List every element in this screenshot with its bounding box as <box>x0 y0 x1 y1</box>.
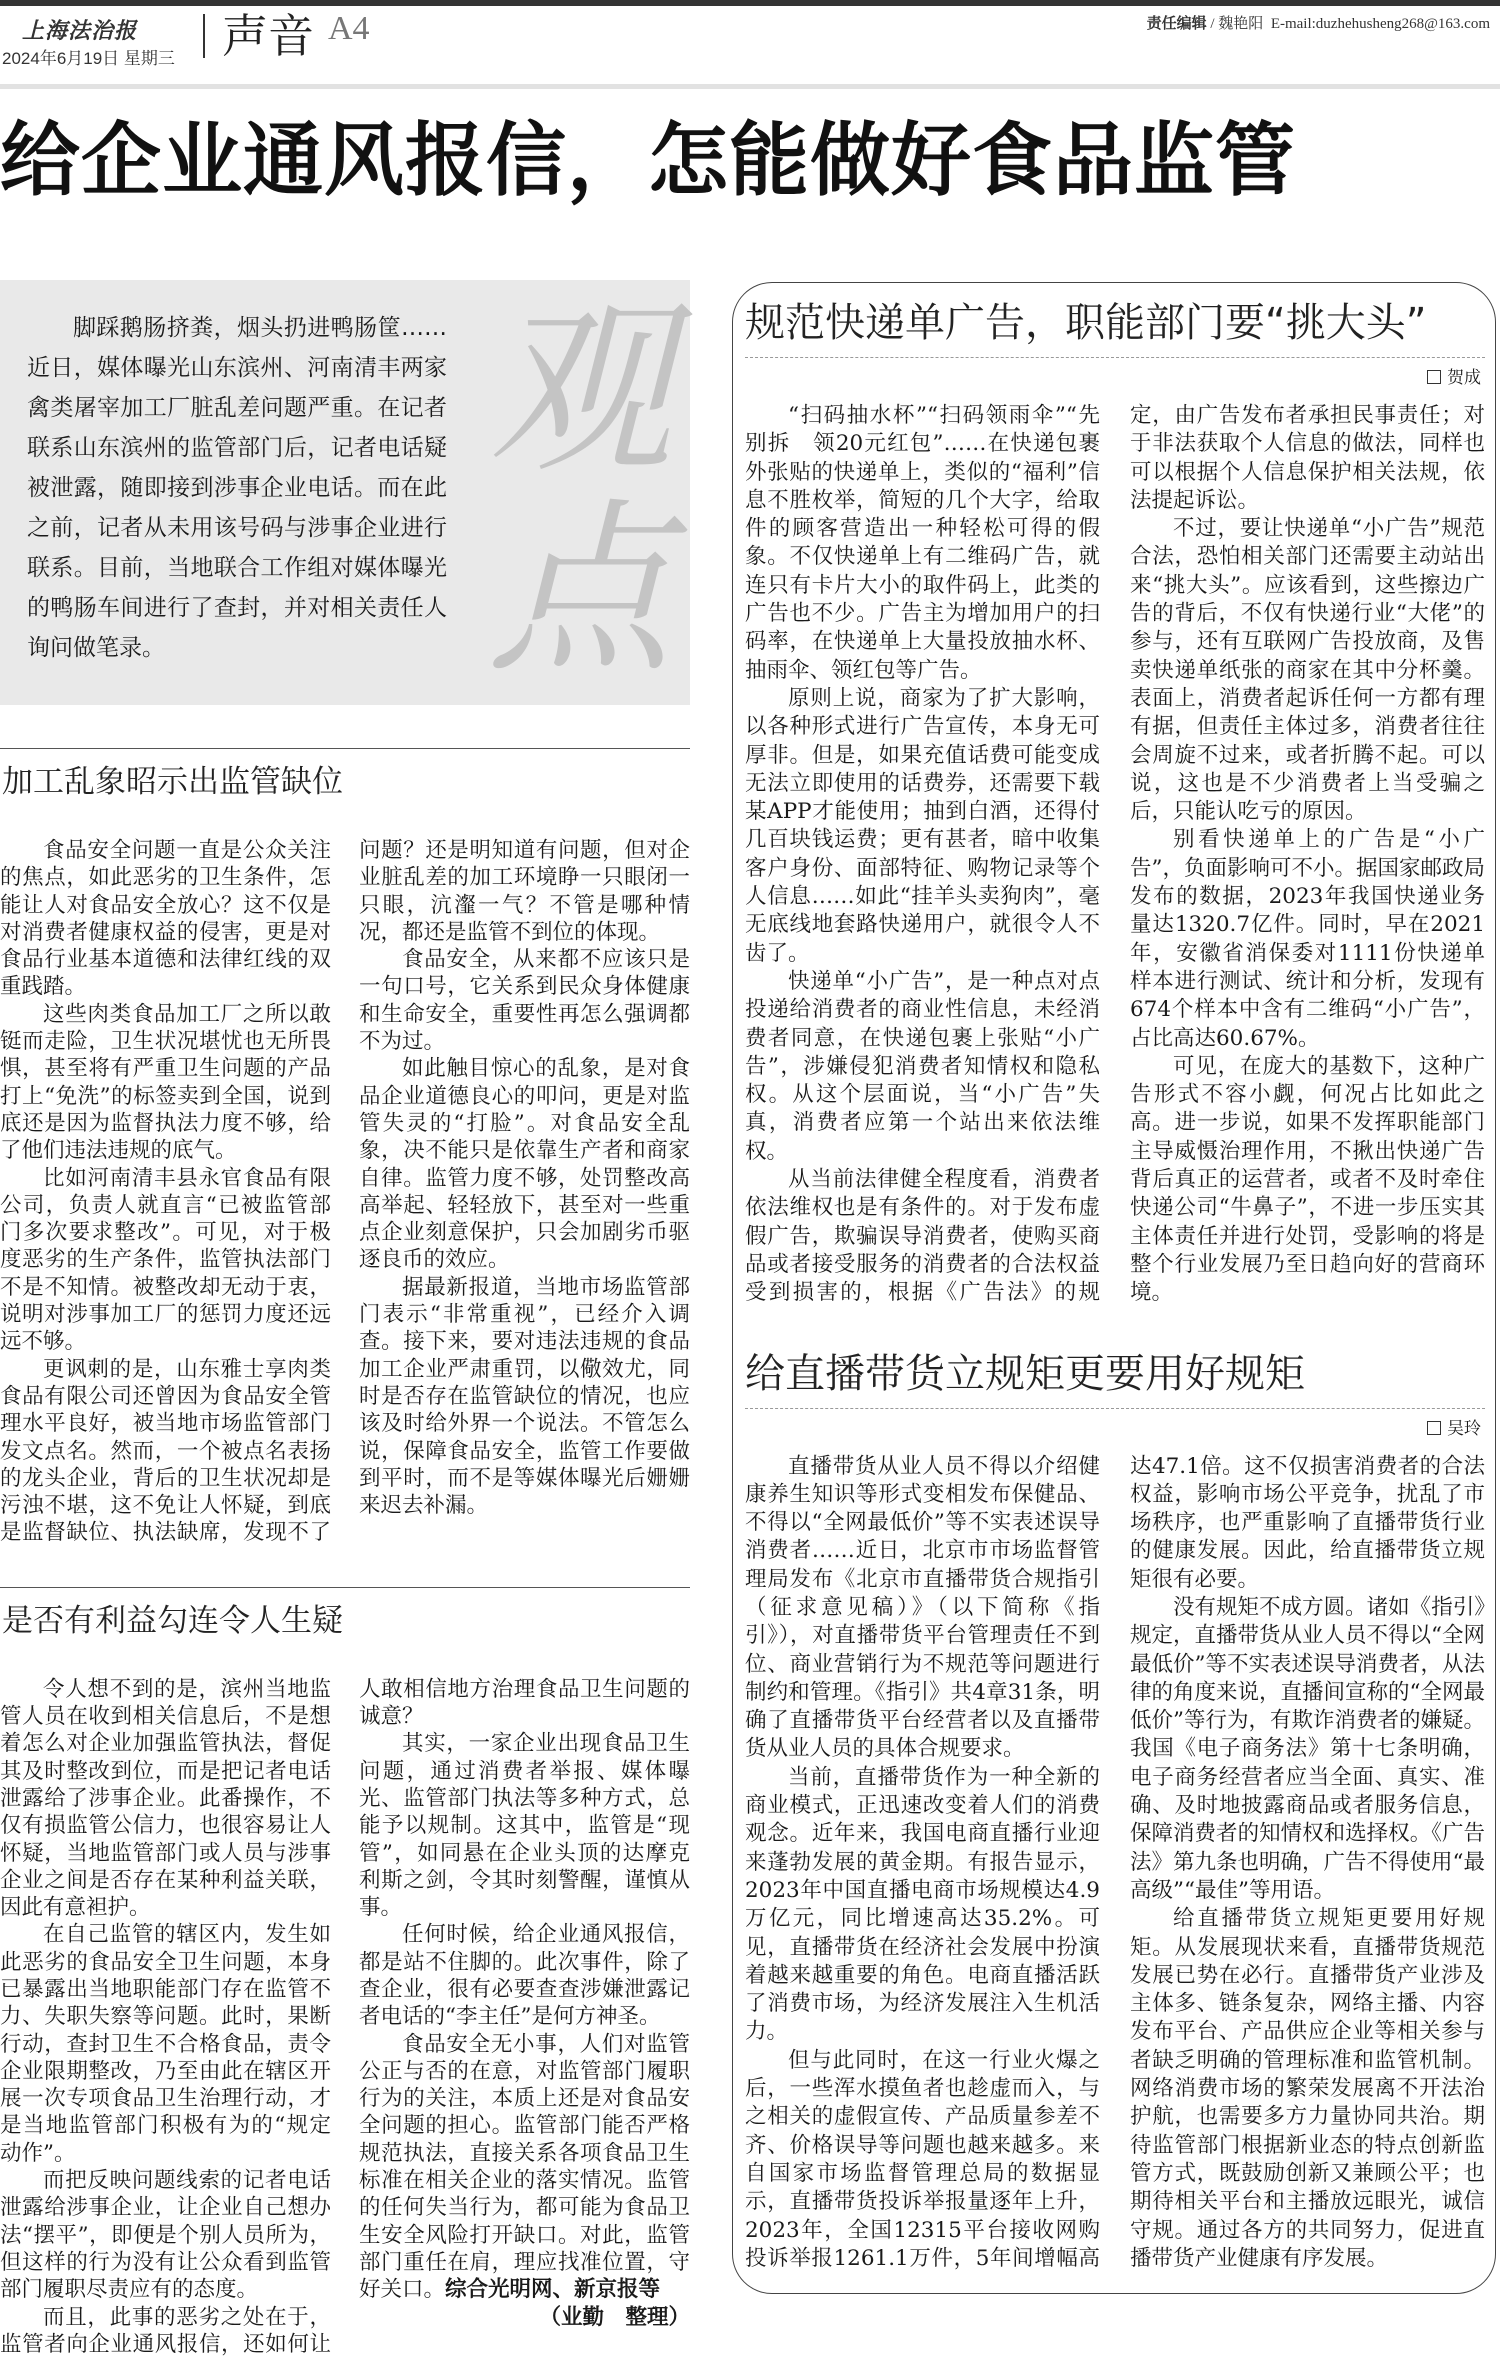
paragraph: 快递单“小广告”，是一种点对点投递给消费者的商业性信息，未经消费者同意，在快递包裹上张贴“小广告”，涉嫌侵犯消费者知情权和隐私权。从这个层面说，当“小广告”失真，消费者应第一个站出来依法维权。 <box>745 968 1100 1164</box>
newspaper-logo: 上海法治报 <box>22 18 138 44</box>
editor-email: E-mail:duzhehusheng268@163.com <box>1270 16 1490 32</box>
section-heading: 加工乱象昭示出监管缺位 <box>2 764 343 800</box>
paragraph: “扫码抽水杯”“扫码领雨伞”“先别拆 领20元红包”……在快递包裹外张贴的快递单上，类似的“福利”信息不胜枚举，简短的几个大字，给取件的顾客营造出一种轻松可得的假象。不仅快递单上有二维码广告，就连只有卡片大小的取件码上，此类的广告也不少。广告主为增加用户的扫码率，在快递单上大量投放抽水杯、抽雨伞、领红包等广告。 <box>745 403 1100 683</box>
article-body <box>745 1453 1485 2274</box>
left-column <box>0 280 690 2358</box>
paragraph: 但与此同时，在这一行业火爆之后，一些浑水摸鱼者也趁虚而入，与之相关的虚假宣传、产品质量参差不齐、价格误导等问题也越来越多。来自国家市场监督管理总局的数据显示，直播带货投诉举报量逐年上升，2023年，全国12315平台接收网购投诉举报1261.1万件，5年间增幅高达47.1倍。这不仅损害消费者的合法权益，影响市场公平竞争，扰乱了市场秩序，也严重影响了直播带货行业的健康发展。因此，给直播带货立规矩很有必要。 <box>745 1453 1485 2271</box>
paragraph: 别看快递单上的广告是“小广告”，负面影响可不小。据国家邮政局发布的数据，2023年我国快递业务量达1320.7亿件。同时，早在2021年，安徽省消保委对1111份快递单样本进行测试、统计和分析，发现有674个样本中含有二维码“小广告”，占比高达60.67%。 <box>1130 827 1485 1051</box>
article-livestream <box>745 1348 1489 2274</box>
header-rule <box>0 84 1500 89</box>
paragraph: 据最新报道，当地市场监管部门表示“非常重视”，已经介入调查。接下来，要对违法违规的食品加工企业严肃重罚，以儆效尤，同时是否存在监管缺位的情况，也应该及时给外界一个说法。不管怎么说，保障食品安全，监管工作要做到平时，而不是等媒体曝光后姗姗来迟去补漏。 <box>359 1274 690 1519</box>
article-express-ads <box>745 297 1489 1308</box>
intro-box <box>0 280 690 705</box>
paragraph: 当前，直播带货作为一种全新的商业模式，正迅速改变着人们的消费观念。近年来，我国电商直播行业迎来蓬勃发展的黄金期。有报告显示，2023年中国直播电商市场规模达4.9万亿元，同比增速高达35.2%。可见，直播带货在经济社会发展中扮演着越来越重要的角色。电商直播活跃了消费市场，为经济发展注入生机活力。 <box>745 1764 1100 2045</box>
paragraph: 而且，此事的恶劣之处在于，监管者向企业通风报信，还如何让人敢相信地方治理食品卫生问题的诚意？ <box>0 1676 690 2357</box>
paragraph: 这些肉类食品加工厂之所以敢铤而走险，卫生状况堪忧也无所畏惧，甚至将有严重卫生问题的产品打上“免洗”的标签卖到全国，说到底还是因为监督执法力度不够，给了他们违法违规的底气。 <box>0 1001 331 1164</box>
paragraph: 其实，一家企业出现食品卫生问题，通过消费者举报、媒体曝光、监管部门执法等多种方式，总能予以规制。这其中，监管是“现管”，如同悬在企业头顶的达摩克利斯之剑，令其时刻警醒，谨慎从事。 <box>359 1731 690 1921</box>
paragraph-text: 食品安全无小事，人们对监管公正与否的在意，对监管部门履职行为的关注，本质上还是对食品安全问题的担心。监管部门能否严格规范执法，直接关系各项食品卫生标准在相关企业的落实情况。监管的任何失当行为，都可能为食品卫生安全风险打开缺口。对此，监管部门重任在肩，理应找准位置，守好关口。 <box>359 2031 690 2303</box>
page-headline: 给企业通风报信，怎能做好食品监管 <box>0 113 1296 207</box>
article-title: 给直播带货立规矩更要用好规矩 <box>745 1350 1305 1397</box>
byline-box-icon <box>1427 1421 1441 1435</box>
viewpoint-calligraphy <box>475 282 685 698</box>
article-byline <box>745 1417 1489 1441</box>
title-divider <box>745 1408 1485 1409</box>
issue-date: 2024年6月19日 星期三 <box>2 49 175 68</box>
paragraph: 不过，要让快递单“小广告”规范合法，恐怕相关部门还需要主动站出来“挑大头”。应该看到，这些擦边广告的背后，不仅有快递行业“大佬”的参与，还有互联网广告投放商，及售卖快递单纸张的商家在其中分杯羹。表面上，消费者起诉任何一方都有理有据，但责任主体过多，消费者往往会周旋不过来，或者折腾不起。可以说，这也是不少消费者上当受骗之后，只能认吃亏的原因。 <box>1130 516 1485 825</box>
compiler-credit: （业勤 整理） <box>539 2304 690 2330</box>
paragraph: 食品安全，从来都不应该只是一句口号，它关系到民众身体健康和生命安全，重要性再怎么强调都不为过。 <box>359 947 690 1055</box>
article-body <box>745 402 1485 1308</box>
paragraph: 令人想不到的是，滨州当地监管人员在收到相关信息后，不是想着怎么对企业加强监管执法，督促其及时整改到位，而是把记者电话泄露给了涉事企业。此番操作，不仅有损监管公信力，也很容易让人怀疑，当地监管部门或人员与涉事企业之间是否存在某种利益关联，因此有意袒护。 <box>0 1676 331 1921</box>
paragraph: 而把反映问题线索的记者电话泄露给涉事企业，让企业自己想办法“摆平”，即便是个别人员所为，但这样的行为没有让公众看到监管部门履职尽责应有的态度。 <box>0 2168 331 2303</box>
intro-text: 脚踩鹅肠挤粪，烟头扔进鸭肠筐……近日，媒体曝光山东滨州、河南清丰两家禽类屠宰加工厂脏乱差问题严重。在记者联系山东滨州的监管部门后，记者电话疑被泄露，随即接到涉事企业电话。而在此之前，记者从未用该号码与涉事企业进行联系。目前，当地联合工作组对媒体曝光的鸭肠车间进行了查封，并对相关责任人询问做笔录。 <box>27 315 447 661</box>
section-rule <box>0 748 690 749</box>
paragraph: 在自己监管的辖区内，发生如此恶劣的食品安全卫生问题，本身已暴露出当地职能部门存在监管不力、失职失察等问题。此时，果断行动，查封卫生不合格食品，责令企业限期整改，乃至由此在辖区开展一次专项食品卫生治理行动，才是当地监管部门积极有为的“规定动作”。 <box>0 1922 331 2166</box>
paragraph: 直播带货从业人员不得以介绍健康养生知识等形式变相发布保健品、不得以“全网最低价”等不实表述误导消费者……近日，北京市市场监督管理局发布《北京市直播带货合规指引（征求意见稿）》（以下简称《指引》），对直播带货平台管理责任不到位、商业营销行为不规范等问题进行制约和管理。《指引》共4章31条，明确了直播带货平台经营者以及直播带货从业人员的具体合规要求。 <box>745 1453 1100 1762</box>
paragraph: 给直播带货立规矩更要用好规矩。从发展现状来看，直播带货规范发展已势在必行。直播带货产业涉及主体多、链条复杂，网络主播、内容发布平台、产品供应企业等相关参与者缺乏明确的管理标准和监管机制。网络消费市场的繁荣发展离不开法治护航，也需要多方力量协同共治。期待监管部门根据新业态的特点创新监管方式，既鼓励创新又兼顾公平；也期待相关平台和主播放远眼光，诚信守规。通过各方的共同努力，促进直播带货产业健康有序发展。 <box>1130 1906 1485 2271</box>
paragraph: 从当前法律健全程度看，消费者依法维权也是有条件的。对于发布虚假广告，欺骗误导消费者，使购买商品或者接受服务的消费者的合法权益受到损害的，根据《广告法》的规定，由广告发布者承担民事责任；对于非法获取个人信息的做法，同样也可以根据个人信息保护相关法规，依法提起诉讼。 <box>745 403 1485 1306</box>
source-credit: 综合光明网、新京报等 <box>445 2277 661 2303</box>
paragraph: 没有规矩不成方圆。诸如《指引》规定，直播带货从业人员不得以“全网最低价”等不实表述误导消费者，从法律的角度来说，直播间宣称的“全网最低价”等行为，有欺诈消费者的嫌疑。我国《电子商务法》第十七条明确，电子商务经营者应当全面、真实、准确、及时地披露商品或者服务信息，保障消费者的知情权和选择权。《广告法》第九条也明确，广告不得使用“最高级”“最佳”等用语。 <box>1130 1594 1485 1903</box>
section-body <box>0 837 690 1547</box>
calligraphy-char: 点 <box>487 482 673 698</box>
paragraph: 任何时候，给企业通风报信，都是站不住脚的。此次事件，除了查企业，很有必要查查涉嫌泄露记者电话的“李主任”是何方神圣。 <box>359 1922 690 2030</box>
paragraph: 可见，在庞大的基数下，这种广告形式不容小觑，何况占比如此之高。进一步说，如果不发挥职能部门主导威慑治理作用，不揪出快递广告背后真正的运营者，或者不及时牵住快递公司“牛鼻子”，不进一步压实其主体责任并进行处罚，受影响的将是整个行业发展乃至日趋向好的营商环境。 <box>1130 1053 1485 1306</box>
editor-name: / 魏艳阳 <box>1210 16 1264 32</box>
author-name: 吴玲 <box>1447 1418 1481 1439</box>
editor-info <box>1147 12 1490 33</box>
paragraph: 如此触目惊心的乱象，是对食品企业道德良心的叩问，更是对监管失灵的“打脸”。对食品安全乱象，决不能只是依靠生产者和商家自律。监管力度不够，处罚整改高高举起、轻轻放下，甚至对一些重点企业刻意保护，只会加剧劣币驱逐良币的效应。 <box>359 1056 690 1273</box>
calligraphy-char: 观 <box>487 282 673 498</box>
editor-label: 责任编辑 <box>1146 14 1207 32</box>
paragraph: 更讽刺的是，山东雅士享肉类食品有限公司还曾因为食品安全管理水平良好，被当地市场监管部门发文点名。然而，一个被点名表扬的龙头企业，背后的卫生状况却是污浊不堪，这不免让人怀疑，到底是监督缺位、执法缺席，发现不了问题？还是明知道有问题，但对企业脏乱差的加工环境睁一只眼闭一只眼，沆瀣一气？不管是哪种情况，都还是监管不到位的体现。 <box>0 838 690 1546</box>
masthead-divider <box>203 14 205 58</box>
title-divider <box>745 357 1485 358</box>
section-body <box>0 1676 690 2358</box>
paragraph: 比如河南清丰县永官食品有限公司，负责人就直言“已被监管部门多次要求整改”。可见，对于极度恶劣的生产条件，监管执法部门不是不知情。被整改却无动于衷，说明对涉事加工厂的惩罚力度还远远不够。 <box>0 1165 331 1355</box>
section-rule <box>0 1587 690 1588</box>
section-name: 声音 <box>222 9 314 63</box>
author-name: 贺成 <box>1447 368 1481 388</box>
commentary-box <box>732 282 1496 2294</box>
paragraph: 食品安全问题一直是公众关注的焦点，如此恶劣的卫生条件，怎能让人对食品安全放心？这不仅是对消费者健康权益的侵害，更是对食品行业基本道德和法律红线的双重践踏。 <box>0 838 331 1000</box>
paragraph <box>359 2031 690 2330</box>
byline-box-icon <box>1427 370 1441 384</box>
article-byline <box>745 366 1489 390</box>
section-heading: 是否有利益勾连令人生疑 <box>2 1602 343 1639</box>
paragraph: 原则上说，商家为了扩大影响，以各种形式进行广告宣传，本身无可厚非。但是，如果充值话费可能变成无法立即使用的话费券，还需要下载某APP才能使用；抽到白酒，还得付几百块钱运费；更有甚者，暗中收集客户身份、面部特征、购物记录等个人信息……如此“挂羊头卖狗肉”，毫无底线地套路快递用户，就很令人不齿了。 <box>745 685 1100 966</box>
article-title: 规范快递单广告，职能部门要“挑大头” <box>745 300 1427 346</box>
page-number: A4 <box>328 10 370 47</box>
